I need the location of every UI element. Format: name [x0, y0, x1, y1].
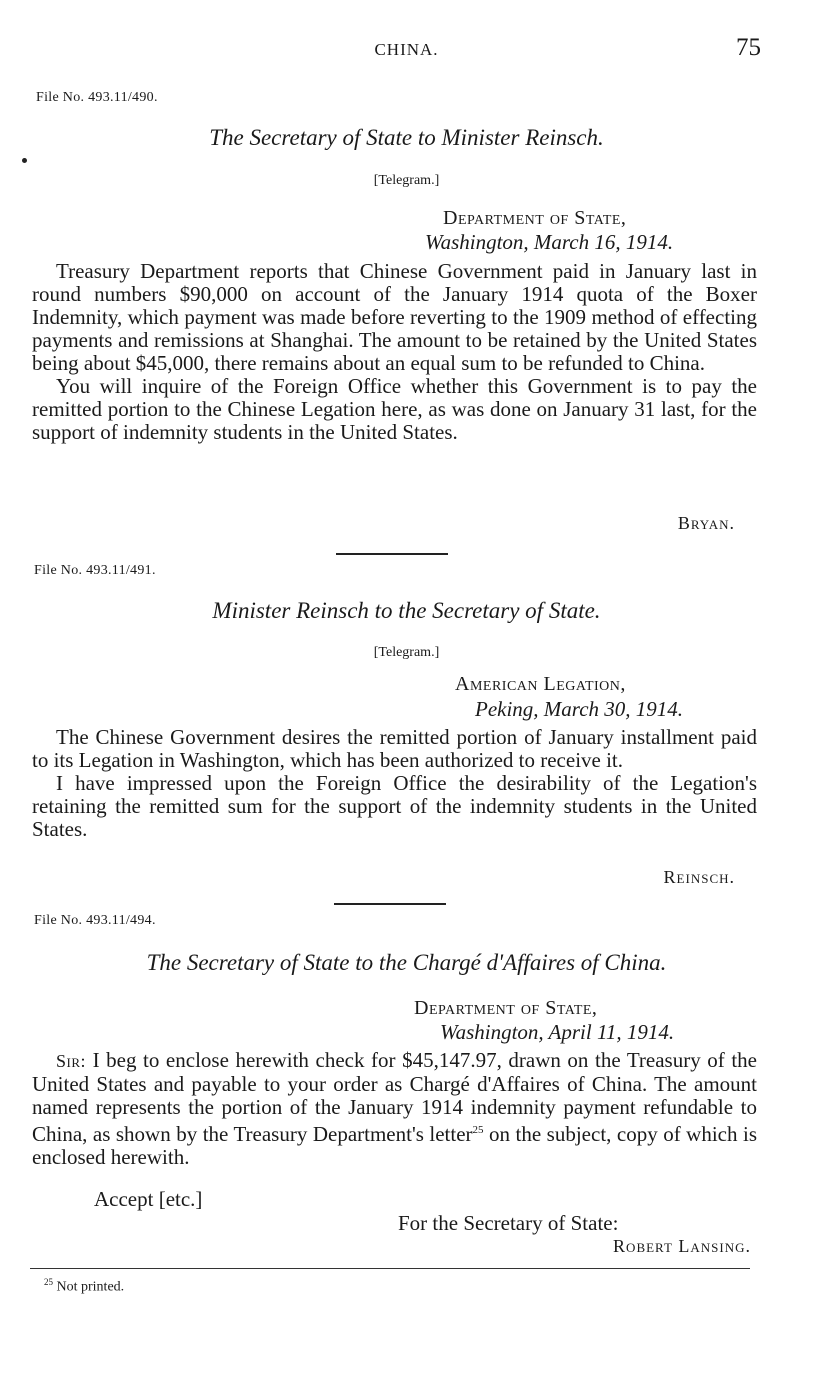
doc1-date: Washington, March 16, 1914.: [425, 230, 674, 254]
doc1-body: [32, 260, 757, 444]
divider-rule: [336, 553, 448, 555]
doc1-heading: The Secretary of State to Minister Reinsch.: [209, 125, 604, 150]
for-line: For the Secretary of State:: [398, 1211, 619, 1235]
footnote-reference: 25: [472, 1124, 484, 1136]
footnote: [44, 1277, 124, 1296]
doc2-heading: Minister Reinsch to the Secretary of State.: [212, 598, 601, 623]
doc2-paragraph-2: I have impressed upon the Foreign Office the desirability of the Legation's retaining the remitted sum for the support of the indemnity students in the United States.: [32, 771, 757, 841]
running-head: CHINA.: [374, 40, 439, 59]
doc2-paragraph-1: The Chinese Government desires the remitted portion of January installment paid to its Legation in Washington, which has been authorized to receive it.: [32, 725, 757, 772]
doc1-telegram-label: [Telegram.]: [373, 173, 440, 188]
doc1-signature: Bryan.: [677, 513, 735, 533]
doc2-body: [32, 726, 757, 841]
doc2-place: American Legation,: [455, 673, 626, 695]
doc3-body: [32, 1049, 757, 1169]
doc3-text-end: on the subject, copy of which is enclosed herewith.: [32, 1122, 757, 1169]
doc2-date: Peking, March 30, 1914.: [475, 697, 684, 721]
doc3-text: I beg to enclose herewith check for $45,147.97, drawn on the Treasury of the United States and payable to your order as Chargé d'Affaires of China. The amount named represents the portion of the January 1914 indemnity payment refundable to China, as shown by the Treasury Department's letter: [32, 1048, 757, 1146]
margin-dot: [22, 158, 27, 163]
divider-rule: [334, 903, 446, 905]
file-number-491: File No. 493.11/491.: [34, 563, 156, 578]
footnote-text: Not printed.: [53, 1279, 125, 1295]
doc2-telegram-label: [Telegram.]: [373, 645, 440, 660]
doc1-paragraph-1: Treasury Department reports that Chinese Government paid in January last in round numbers $90,000 on account of the January 1914 quota of the Boxer Indemnity, which payment was made before reverting to the 1909 method of effecting payments and remissions at Shanghai. The amount to be retained by the United States being about $45,000, there remains about an equal sum to be refunded to China.: [32, 259, 757, 375]
doc3-signature: Robert Lansing.: [613, 1236, 751, 1256]
doc3-paragraph-1: [32, 1049, 757, 1169]
footnote-number: 25: [44, 1277, 53, 1287]
doc1-paragraph-2: You will inquire of the Foreign Office whether this Government is to pay the remitted portion to the Chinese Legation here, as was done on January 31 last, for the support of indemnity students in the United States.: [32, 374, 757, 444]
doc3-place: Department of State,: [414, 997, 598, 1019]
salutation: Sir:: [56, 1051, 87, 1071]
doc3-heading: The Secretary of State to the Chargé d'Affaires of China.: [146, 950, 667, 975]
footnote-rule: [30, 1268, 750, 1269]
doc2-signature: Reinsch.: [663, 867, 735, 887]
file-number-494: File No. 493.11/494.: [34, 913, 156, 928]
doc3-date: Washington, April 11, 1914.: [440, 1020, 675, 1044]
closing: Accept [etc.]: [94, 1187, 203, 1211]
file-number-490: File No. 493.11/490.: [36, 90, 158, 105]
page-number: 75: [736, 34, 761, 61]
doc1-place: Department of State,: [443, 207, 627, 229]
